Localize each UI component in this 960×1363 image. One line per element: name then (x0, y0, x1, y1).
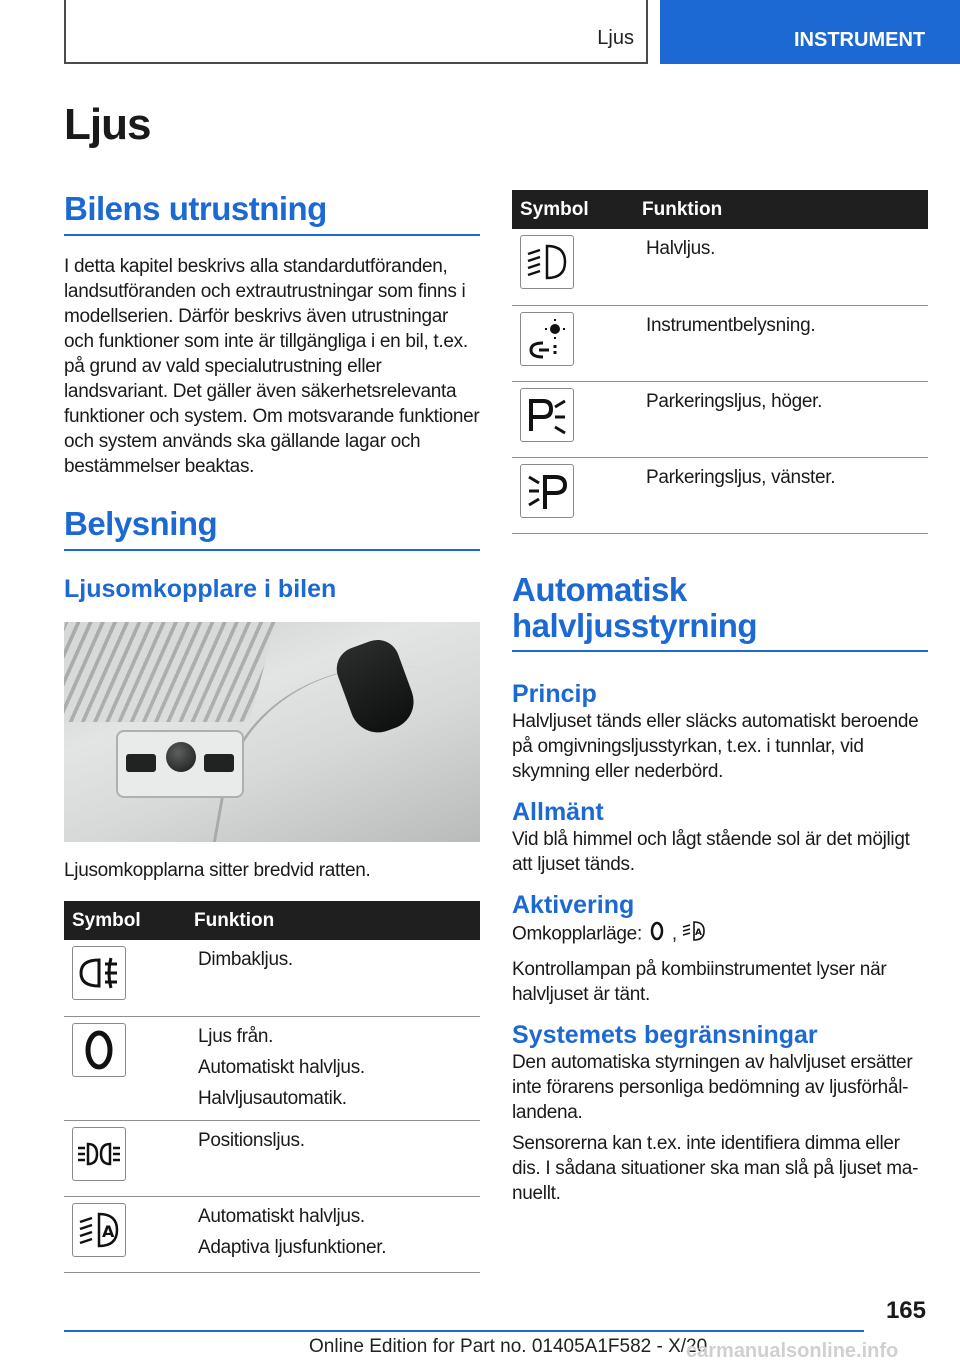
parking-light-left-icon (520, 464, 574, 518)
function-text: Automatiskt halvljus. (198, 1056, 365, 1078)
function-text: Halvljusautomatik. (198, 1087, 347, 1109)
svg-text:A: A (694, 927, 702, 938)
heading-automatisk-halvljusstyrning: Automatisk halvljusstyrning (512, 572, 928, 652)
tab-label: INSTRUMENT (794, 29, 926, 51)
table-row (64, 1196, 480, 1272)
function-text: Positionsljus. (198, 1129, 305, 1151)
left-symbol-table (64, 901, 480, 1273)
light-switch-photo (64, 622, 480, 842)
light-switch-knob (166, 742, 196, 772)
instrument-tab[interactable] (660, 0, 960, 64)
header-frame (64, 0, 648, 64)
column-header-function: Funktion (634, 190, 928, 229)
heading-bilens-utrustning: Bilens utrustning (64, 190, 480, 236)
subheading-allmant: Allmänt (512, 797, 604, 826)
subheading-aktivering: Aktivering (512, 890, 635, 919)
table-row (64, 1016, 480, 1120)
table-row (512, 305, 928, 381)
function-text: Parkeringsljus, vänster. (646, 466, 836, 488)
table-row (512, 229, 928, 305)
table-row (64, 940, 480, 1016)
table-row (512, 457, 928, 533)
activation-mode-line (512, 920, 928, 949)
general-paragraph: Vid blå himmel och lågt stående sol är det möjligt att ljuset tänds. (512, 828, 910, 875)
heading-belysning: Belysning (64, 505, 480, 551)
auto-headlight-icon (72, 1203, 126, 1257)
column-header-symbol: Symbol (64, 901, 186, 940)
page-title: Ljus (64, 100, 151, 149)
parking-light-right-icon (520, 388, 574, 442)
function-text: Instrumentbelysning. (646, 314, 816, 336)
subheading-systemets-begransningar: Systemets begränsningar (512, 1020, 818, 1049)
activation-separator: , (671, 923, 677, 945)
air-vent (64, 622, 279, 722)
function-text: Dimbakljus. (198, 949, 293, 970)
panel-button (204, 754, 234, 772)
column-header-symbol: Symbol (512, 190, 634, 229)
left-column (64, 190, 480, 1273)
subheading-princip: Princip (512, 679, 597, 708)
function-text: Halvljus. (646, 238, 716, 259)
principle-paragraph: Halvljuset tänds eller släcks automatiskt beroende på omgivningsljusstyrkan, t.ex. i tunnlar, vid skymning eller nederbörd. (512, 710, 919, 782)
lights-off-icon (72, 1023, 126, 1077)
function-text: Automatiskt halvljus. (198, 1205, 365, 1227)
auto-headlight-icon (682, 920, 706, 949)
limits-paragraph-1: Den automatiska styrningen av halvljuset ersätter inte förarens personliga bedömning av ljusförhållandena. (512, 1051, 913, 1123)
intro-paragraph: I detta kapitel beskrivs alla standardutföranden, landsutföranden och extrautrustningar som finns i modellserien. Därför beskrivs även utrustningar och funktioner som inte är tillgängliga i en bil, t.ex. på grund av vald specialutrustning eller landsvariant. Det gäller även säkerhetsrelevanta funktioner och system. Om motsvarande funktioner och system används ska gällande lagar och bestämmelser beaktas. (64, 256, 480, 477)
fog-light-icon (72, 946, 126, 1000)
lights-off-icon (647, 920, 667, 949)
right-column (512, 190, 928, 1206)
table-row (512, 381, 928, 457)
watermark-text: carmanualsonline.info (686, 1340, 899, 1362)
page-number: 165 (885, 1297, 926, 1324)
function-text: Adaptiva ljusfunktioner. (198, 1236, 387, 1258)
activation-mode-label: Omkopplarläge: (512, 923, 642, 945)
svg-text:A: A (102, 1221, 115, 1241)
panel-button (126, 754, 156, 772)
function-text: Ljus från. (198, 1025, 274, 1047)
low-beam-icon (520, 235, 574, 289)
column-header-function: Funktion (186, 901, 480, 940)
subheading-ljusomkopplare: Ljusomkopplare i bilen (64, 575, 337, 603)
right-symbol-table (512, 190, 928, 534)
section-label: Ljus (597, 27, 634, 49)
activation-paragraph: Kontrollampan på kombiinstrumentet lyser när halvljuset är tänt. (512, 958, 887, 1005)
footer-edition-text: Online Edition for Part no. 01405A1F582 - X/20 (309, 1336, 708, 1357)
instrument-lighting-icon (520, 312, 574, 366)
footer-divider (64, 1330, 864, 1332)
photo-caption: Ljusomkopplarna sitter bredvid ratten. (64, 860, 371, 881)
table-row (64, 1120, 480, 1196)
function-text: Parkeringsljus, höger. (646, 390, 823, 412)
position-lights-icon (72, 1127, 126, 1181)
light-switch-panel (116, 730, 244, 798)
limits-paragraph-2: Sensorerna kan t.ex. inte identifiera dimma eller dis. I sådana situationer ska man slå på ljuset manuellt. (512, 1132, 919, 1204)
